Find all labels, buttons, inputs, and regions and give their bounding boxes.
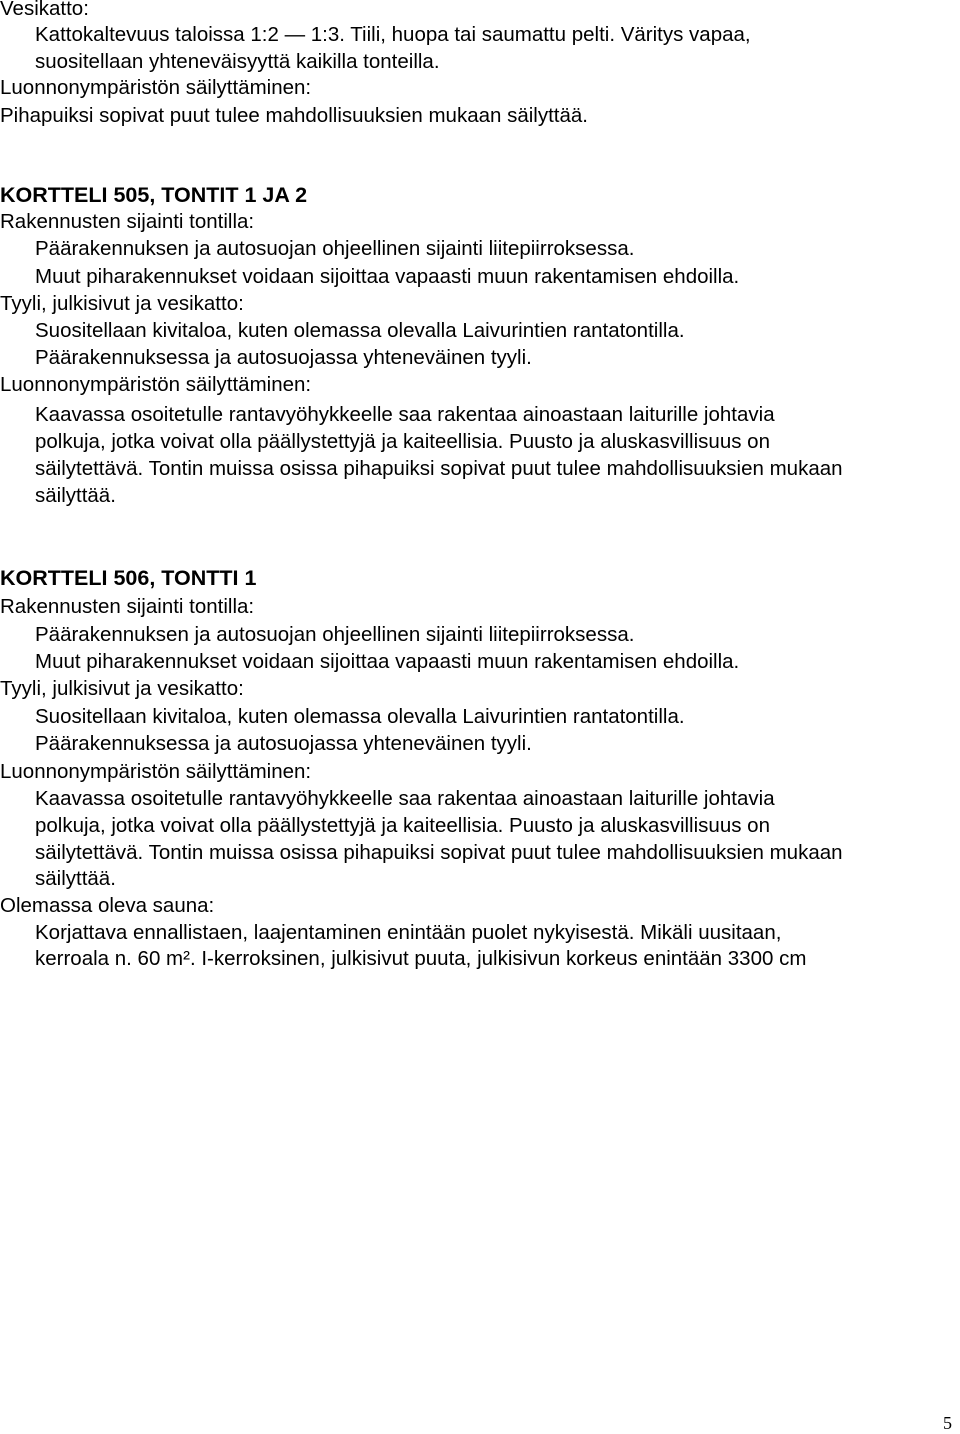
sauna-line-2: kerroala n. 60 m². I-kerroksinen, julkisivut puuta, julkisivun korkeus enintään 3300 cm xyxy=(35,947,807,970)
vesikatto-text-line-2: suositellaan yhteneväisyyttä kaikilla tonteilla. xyxy=(35,50,440,73)
sijainti-506-line-1: Päärakennuksen ja autosuojan ohjeellinen sijainti liitepiirroksessa. xyxy=(35,623,635,646)
luonto-506-line-3: säilytettävä. Tontin muissa osissa pihapuiksi sopivat puut tulee mahdollisuuksien mukaan xyxy=(35,841,843,864)
label-rakennusten-sijainti-505: Rakennusten sijainti tontilla: xyxy=(0,210,255,233)
label-tyyli-506: Tyyli, julkisivut ja vesikatto: xyxy=(0,677,244,700)
luonto-506-line-4: säilyttää. xyxy=(35,867,116,890)
luonto-505-line-4: säilyttää. xyxy=(35,484,116,507)
luonto-505-line-2: polkuja, jotka voivat olla päällystettyjä ja kaiteellisia. Puusto ja aluskasvillisuus on xyxy=(35,430,770,453)
luonto-506-line-2: polkuja, jotka voivat olla päällystettyjä ja kaiteellisia. Puusto ja aluskasvillisuus on xyxy=(35,814,770,837)
tyyli-506-line-2: Päärakennuksessa ja autosuojassa yhteneväinen tyyli. xyxy=(35,732,532,755)
heading-kortteli-506: KORTTELI 506, TONTTI 1 xyxy=(0,566,257,590)
tyyli-505-line-2: Päärakennuksessa ja autosuojassa yhteneväinen tyyli. xyxy=(35,346,532,369)
sauna-line-1: Korjattava ennallistaen, laajentaminen enintään puolet nykyisestä. Mikäli uusitaan, xyxy=(35,921,782,944)
label-rakennusten-sijainti-506: Rakennusten sijainti tontilla: xyxy=(0,595,255,618)
vesikatto-text-line-1: Kattokaltevuus taloissa 1:2 — 1:3. Tiili, huopa tai saumattu pelti. Väritys vapaa, xyxy=(35,23,751,46)
tyyli-505-line-1: Suositellaan kivitaloa, kuten olemassa olevalla Laivurintien rantatontilla. xyxy=(35,319,685,342)
sijainti-505-line-1: Päärakennuksen ja autosuojan ohjeellinen sijainti liitepiirroksessa. xyxy=(35,237,635,260)
luonto-505-line-1: Kaavassa osoitetulle rantavyöhykkeelle saa rakentaa ainoastaan laiturille johtavia xyxy=(35,403,775,426)
label-luonnonymparisto-505: Luonnonympäristön säilyttäminen: xyxy=(0,373,312,396)
luonto-506-line-1: Kaavassa osoitetulle rantavyöhykkeelle saa rakentaa ainoastaan laiturille johtavia xyxy=(35,787,775,810)
luonto-505-line-3: säilytettävä. Tontin muissa osissa pihapuiksi sopivat puut tulee mahdollisuuksien mukaan xyxy=(35,457,843,480)
tyyli-506-line-1: Suositellaan kivitaloa, kuten olemassa olevalla Laivurintien rantatontilla. xyxy=(35,705,685,728)
sijainti-506-line-2: Muut piharakennukset voidaan sijoittaa vapaasti muun rakentamisen ehdoilla. xyxy=(35,650,740,673)
label-luonnonymparisto-506: Luonnonympäristön säilyttäminen: xyxy=(0,760,312,783)
page-number: 5 xyxy=(943,1413,952,1433)
label-luonnonymparisto: Luonnonympäristön säilyttäminen: xyxy=(0,76,312,99)
label-vesikatto: Vesikatto: xyxy=(0,0,89,20)
label-olemassa-oleva-sauna: Olemassa oleva sauna: xyxy=(0,894,215,917)
luonnonymparisto-text: Pihapuiksi sopivat puut tulee mahdollisuuksien mukaan säilyttää. xyxy=(0,104,589,127)
heading-kortteli-505: KORTTELI 505, TONTIT 1 JA 2 xyxy=(0,183,308,207)
sijainti-505-line-2: Muut piharakennukset voidaan sijoittaa vapaasti muun rakentamisen ehdoilla. xyxy=(35,265,740,288)
label-tyyli-505: Tyyli, julkisivut ja vesikatto: xyxy=(0,292,244,315)
